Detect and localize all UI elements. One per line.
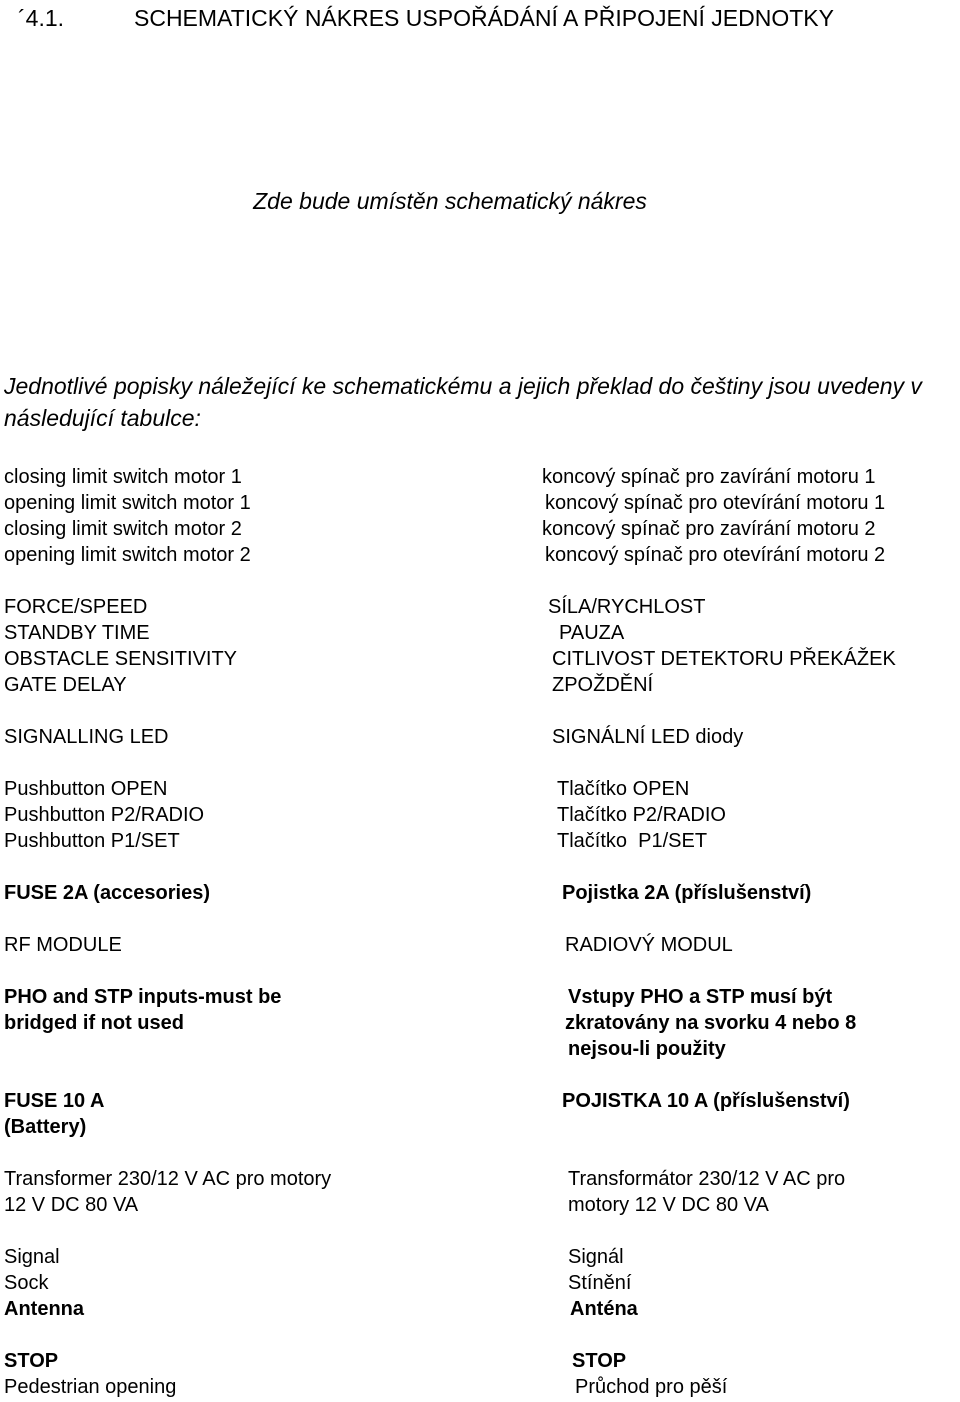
section-title: SCHEMATICKÝ NÁKRES USPOŘÁDÁNÍ A PŘIPOJENÍ JEDNOTKY xyxy=(134,5,834,31)
label-en: SIGNALLING LED xyxy=(4,726,169,748)
label-cz: STOP xyxy=(572,1350,627,1372)
label-cz: Průchod pro pěší xyxy=(575,1376,728,1398)
label-cz: Tlačítko P2/RADIO xyxy=(557,804,726,826)
label-en: Pushbutton P1/SET xyxy=(4,830,180,852)
label-en: opening limit switch motor 1 xyxy=(4,492,251,514)
label-cz: RADIOVÝ MODUL xyxy=(565,934,733,956)
label-en: RF MODULE xyxy=(4,934,122,956)
label-en: opening limit switch motor 2 xyxy=(4,544,251,566)
label-cz: koncový spínač pro otevírání motoru 2 xyxy=(545,544,886,566)
section-heading xyxy=(4,2,960,34)
label-cz: POJISTKA 10 A (příslušenství) xyxy=(562,1090,850,1112)
label-en: Antenna xyxy=(4,1298,84,1320)
label-en: FUSE 2A (accesories) xyxy=(4,882,211,904)
label-cz: CITLIVOST DETEKTORU PŘEKÁŽEK xyxy=(552,648,896,670)
label-cz: motory 12 V DC 80 VA xyxy=(568,1194,769,1216)
label-en: bridged if not used xyxy=(4,1012,184,1034)
label-en: Sock xyxy=(4,1272,49,1294)
label-en: Transformer 230/12 V AC pro motory xyxy=(4,1168,332,1190)
label-cz: Pojistka 2A (příslušenství) xyxy=(562,882,812,904)
label-cz: Transformátor 230/12 V AC pro xyxy=(568,1168,846,1190)
label-en: STANDBY TIME xyxy=(4,622,150,644)
label-en: OBSTACLE SENSITIVITY xyxy=(4,648,238,670)
label-cz: koncový spínač pro otevírání motoru 1 xyxy=(545,492,886,514)
label-cz: koncový spínač pro zavírání motoru 2 xyxy=(542,518,876,540)
label-en: closing limit switch motor 2 xyxy=(4,518,242,540)
section-number: ´4.1. xyxy=(18,5,65,31)
label-cz: Signál xyxy=(568,1246,624,1268)
label-cz: SIGNÁLNÍ LED diody xyxy=(552,726,744,748)
label-en: STOP xyxy=(4,1350,59,1372)
label-en: Signal xyxy=(4,1246,60,1268)
label-en: FORCE/SPEED xyxy=(4,596,148,618)
label-cz: nejsou-li použity xyxy=(568,1038,726,1060)
label-en: closing limit switch motor 1 xyxy=(4,466,242,488)
label-cz: Stínění xyxy=(568,1272,632,1294)
label-cz: Vstupy PHO a STP musí být xyxy=(568,986,833,1008)
label-en: (Battery) xyxy=(4,1116,87,1138)
label-en: PHO and STP inputs-must be xyxy=(4,986,282,1008)
label-en: Pushbutton OPEN xyxy=(4,778,168,800)
label-cz: Tlačítko OPEN xyxy=(557,778,690,800)
label-en: FUSE 10 A xyxy=(4,1090,105,1112)
label-cz: PAUZA xyxy=(559,622,625,644)
label-cz: Tlačítko P1/SET xyxy=(557,830,708,852)
label-en: Pushbutton P2/RADIO xyxy=(4,804,205,826)
label-cz: zkratovány na svorku 4 nebo 8 xyxy=(565,1012,857,1034)
intro-text: Jednotlivé popisky náležející ke schematickému a jejich překlad do češtiny jsou uvedeny v následující tabulce: xyxy=(4,373,922,431)
label-en: GATE DELAY xyxy=(4,674,127,696)
schematic-placeholder: Zde bude umístěn schematický nákres xyxy=(253,188,647,214)
label-en: Pedestrian opening xyxy=(4,1376,177,1398)
label-en: 12 V DC 80 VA xyxy=(4,1194,139,1216)
label-cz: ZPOŽDĚNÍ xyxy=(552,674,654,696)
label-cz: SÍLA/RYCHLOST xyxy=(548,596,706,618)
label-cz: koncový spínač pro zavírání motoru 1 xyxy=(542,466,876,488)
label-cz: Anténa xyxy=(570,1298,638,1320)
